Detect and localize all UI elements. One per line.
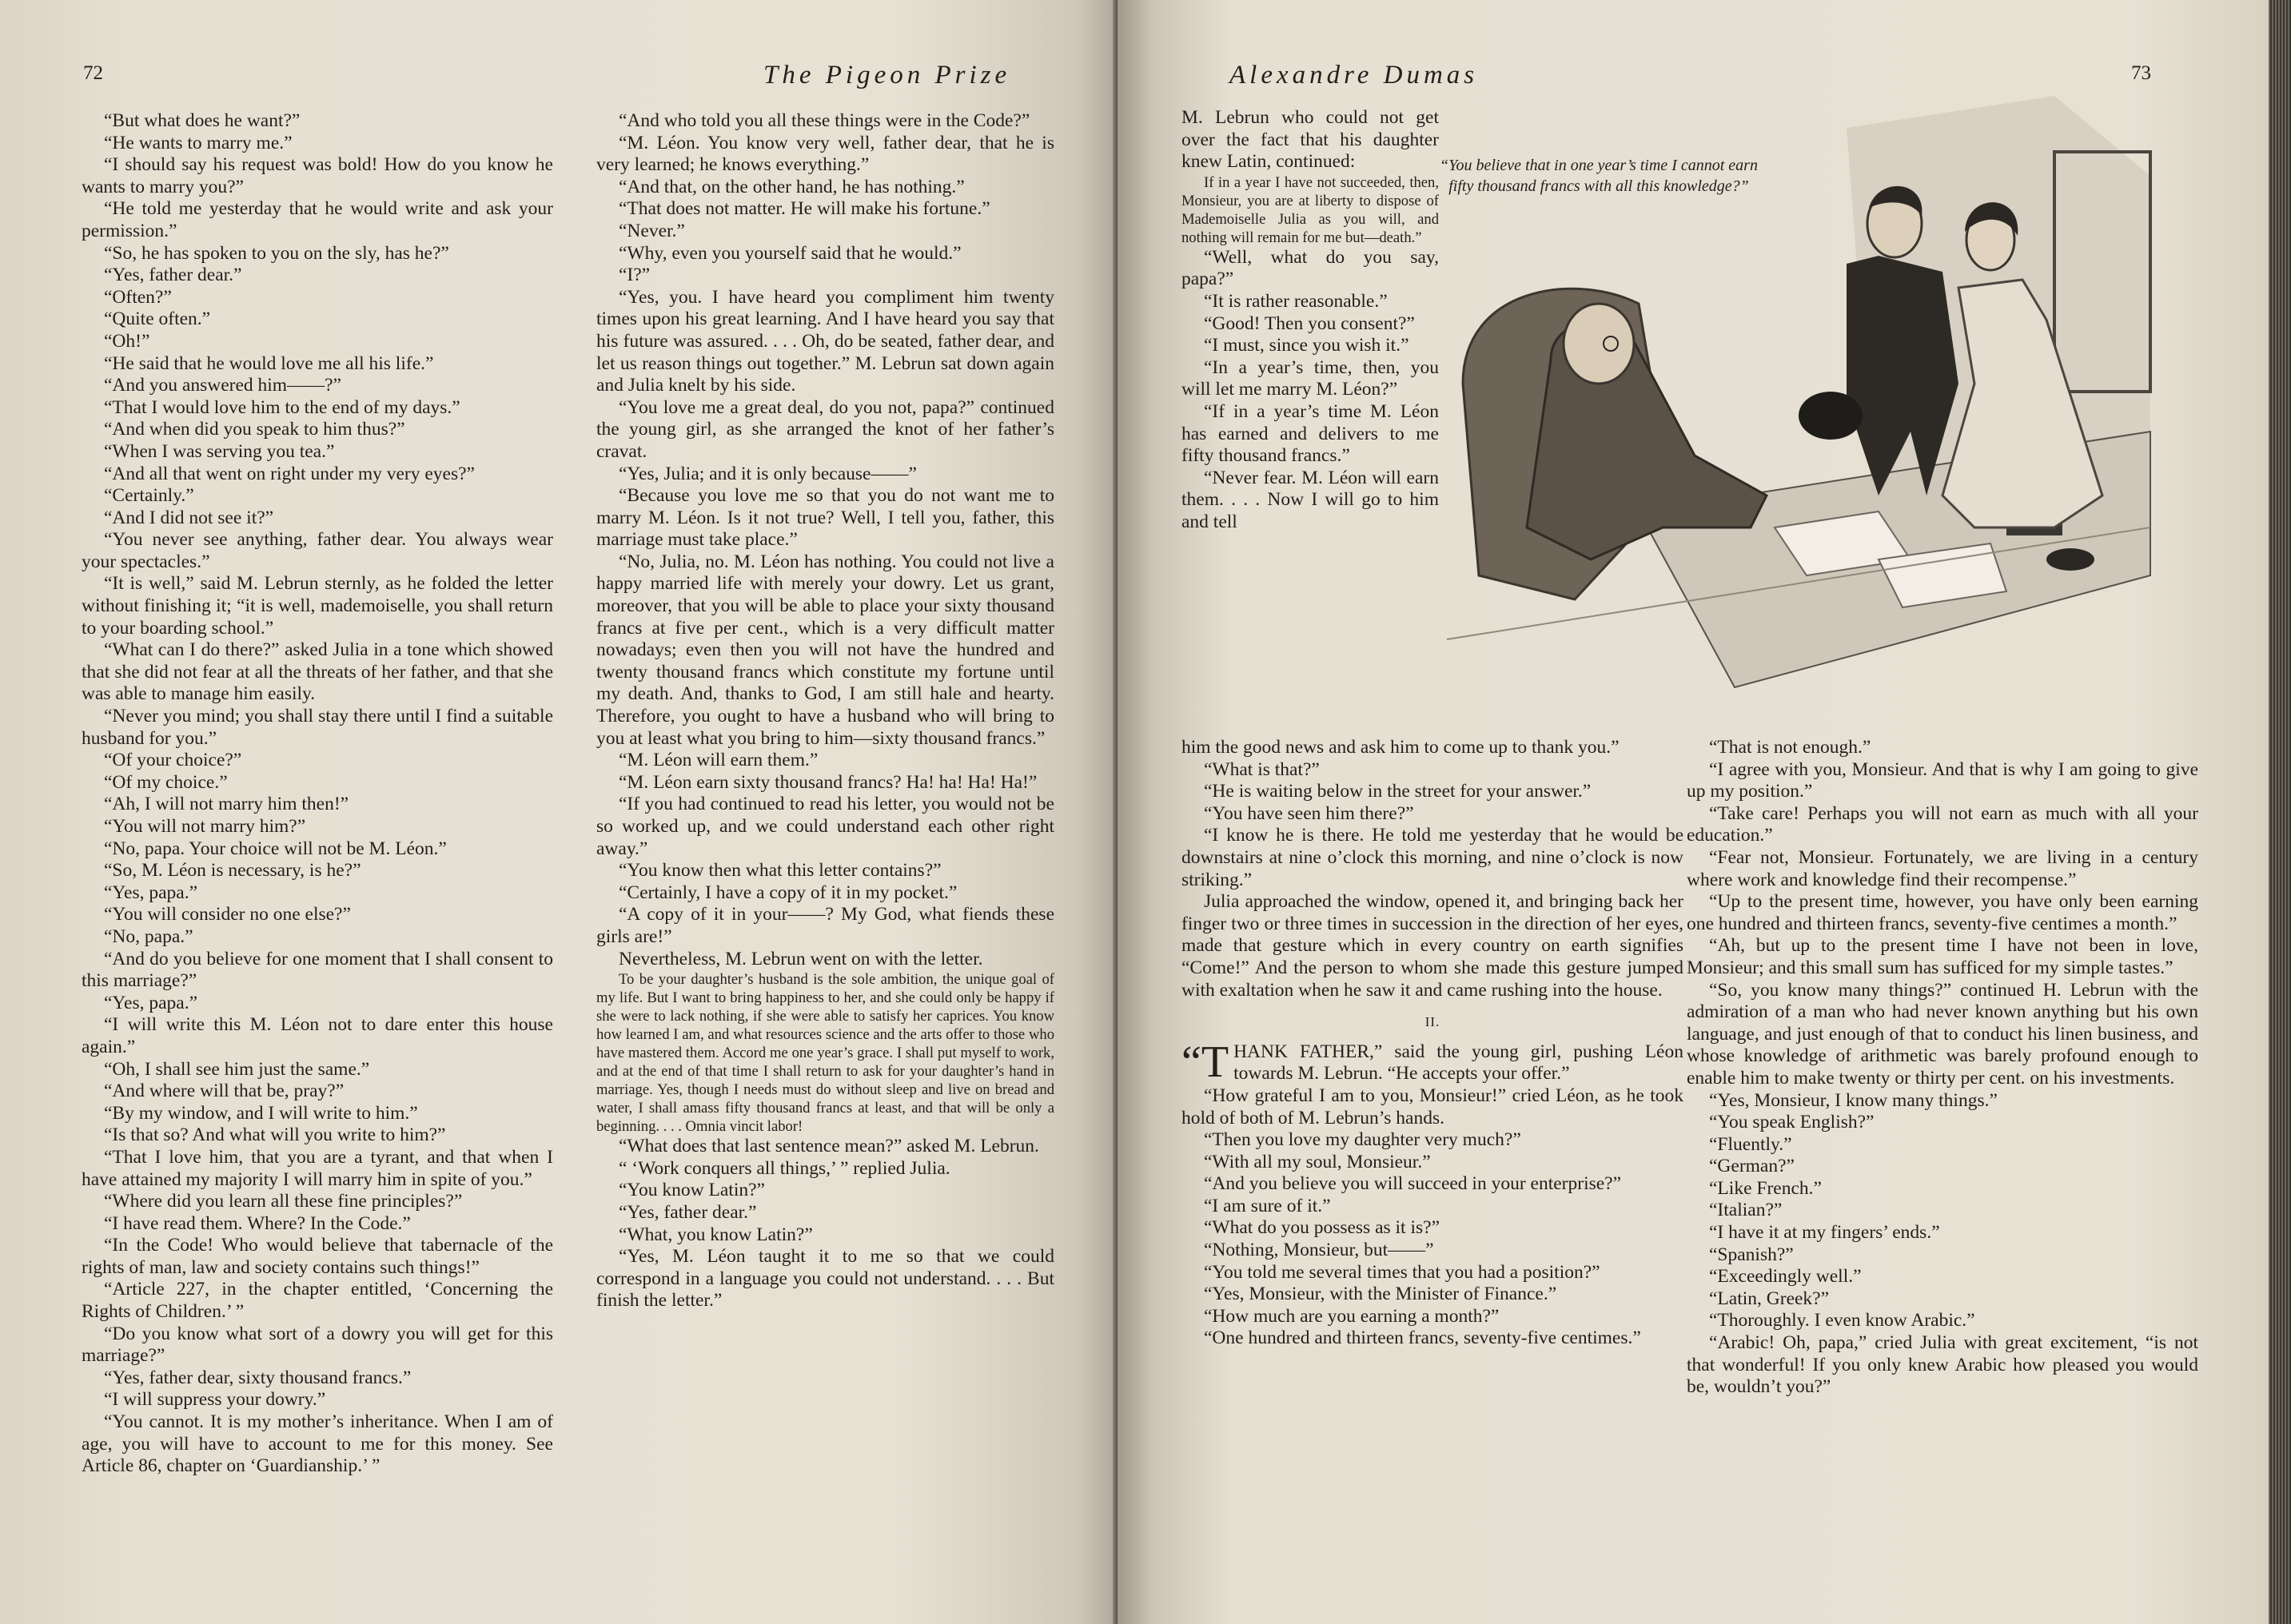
paragraph: “That is not enough.” — [1709, 737, 1871, 758]
paragraph: “Quite often.” — [104, 308, 211, 330]
paragraph: “He told me yesterday that he would write and ask your permission.” — [82, 198, 553, 241]
paragraph: “Fear not, Monsieur. Fortunately, we are living in a century where work and knowledge find their recompense.” — [1687, 846, 2198, 890]
paragraph: “And that, on the other hand, he has nothing.” — [619, 176, 965, 197]
paragraph: “Like French.” — [1709, 1177, 1822, 1199]
paragraph: “And you answered him——?” — [104, 375, 341, 396]
drop-cap: “T — [1181, 1037, 1229, 1087]
paragraph: “I will write this M. Léon not to dare enter this house again.” — [82, 1014, 553, 1057]
paragraph: “You know Latin?” — [619, 1180, 765, 1201]
paragraph: “I am sure of it.” — [1204, 1195, 1331, 1216]
paragraph: “I?” — [619, 265, 651, 286]
right-column-1-rest — [1181, 759, 1683, 1002]
paragraph: “Certainly, I have a copy of it in my pocket.” — [619, 882, 958, 903]
paragraph: “Where did you learn all these fine principles?” — [104, 1191, 463, 1212]
paragraph: “Yes, Monsieur, I know many things.” — [1709, 1089, 1998, 1111]
paragraph: “You told me several times that you had a position?” — [1204, 1261, 1600, 1283]
paragraph: “Never fear. M. Léon will earn them. . . . Now I will go to him and tell — [1181, 467, 1439, 532]
section-opening-text: said the young girl, pushing Léon towards M. Lebrun. “He accepts your offer.” — [1233, 1041, 1683, 1085]
paragraph: “Exceedingly well.” — [1709, 1266, 1862, 1288]
paragraph: “I should say his request was bold! How do you know he wants to marry you?” — [82, 154, 553, 197]
paragraph: “That I love him, that you are a tyrant, and that when I have attained my majority I will marry him in spite of you.” — [82, 1146, 553, 1190]
paragraph: “I have it at my fingers’ ends.” — [1709, 1222, 1940, 1244]
paragraph: “Yes, Monsieur, with the Minister of Finance.” — [1204, 1284, 1557, 1305]
paragraph: “M. Léon earn sixty thousand francs? Ha! ha! Ha! Ha!” — [619, 771, 1038, 793]
paragraph: “You have seen him there?” — [1204, 802, 1414, 824]
letter-excerpt-right: If in a year I have not succeeded, then, Monsieur, you are at liberty to dispose of Mademoiselle Julia as you will, and nothing will remain for me but—death.” — [1181, 173, 1439, 246]
paragraph: “He wants to marry me.” — [104, 132, 293, 153]
paragraph: “What is that?” — [1204, 758, 1320, 780]
paragraph: “You will consider no one else?” — [104, 904, 351, 925]
left-page — [0, 0, 1123, 1624]
paragraph: “Yes, papa.” — [104, 992, 198, 1013]
illustration-caption: “You believe that in one year’s time I cannot earn fifty thousand francs with all this knowledge?” — [1440, 157, 1758, 195]
paragraph: “ ‘Work conquers all things,’ ” replied Julia. — [619, 1157, 950, 1179]
paragraph: “Oh, I shall see him just the same.” — [104, 1058, 370, 1080]
paragraph: “You speak English?” — [1709, 1112, 1875, 1133]
paragraph: “Article 227, in the chapter entitled, ‘Concerning the Rights of Children.’ ” — [82, 1279, 553, 1323]
paragraph: “Thoroughly. I even know Arabic.” — [1709, 1310, 1975, 1331]
paragraph: “You will not marry him?” — [104, 816, 306, 837]
paragraph: “He said that he would love me all his life.” — [104, 352, 434, 374]
paragraph: “Yes, papa.” — [104, 882, 198, 903]
paragraph: “So, you know many things?” continued H. Lebrun with the admiration of a man who had never known anything but his own language, and just enough of that to conduct his linen business, and whose knowledge of arithmetic was barely profound enough to enable him to make twenty or thirty per cent. on his investments. — [1687, 979, 2198, 1089]
paragraph: “He is waiting below in the street for your answer.” — [1204, 781, 1592, 802]
inkwell — [2046, 548, 2094, 571]
paragraph: him the good news and ask him to come up to thank you.” — [1181, 737, 1620, 758]
right-column-2 — [1687, 737, 2198, 1399]
paragraph: “It is well,” said M. Lebrun sternly, as he folded the letter without finishing it; “it is well, mademoiselle, you shall return to your boarding school.” — [82, 573, 553, 639]
paragraph: “One hundred and thirteen francs, seventy-five centimes.” — [1204, 1327, 1641, 1349]
paragraph: “If in a year’s time M. Léon has earned and delivers to me fifty thousand francs.” — [1181, 400, 1439, 467]
paragraph: “I will suppress your dowry.” — [104, 1389, 326, 1411]
page-edges — [2269, 0, 2291, 1624]
paragraph: “With all my soul, Monsieur.” — [1204, 1151, 1431, 1172]
right-column-1-dialogue — [1181, 247, 1439, 534]
paragraph: Nevertheless, M. Lebrun went on with the letter. — [619, 948, 983, 969]
paragraph: “Well, what do you say, papa?” — [1181, 246, 1439, 290]
paragraph: “You never see anything, father dear. You always wear your spectacles.” — [82, 529, 553, 572]
paragraph: “Arabic! Oh, papa,” cried Julia with great excitement, “is not that wonderful! If you only knew Arabic how pleased you would be, wouldn’t you?” — [1687, 1332, 2198, 1398]
paragraph: “Yes, father dear.” — [619, 1201, 757, 1223]
right-column-1-narrow — [1181, 107, 1439, 534]
paragraph: “Latin, Greek?” — [1709, 1288, 1830, 1309]
paragraph: “I agree with you, Monsieur. And that is why I am going to give up my position.” — [1687, 758, 2198, 802]
paragraph: “Spanish?” — [1709, 1244, 1794, 1265]
paragraph: “Yes, father dear.” — [104, 265, 242, 286]
paragraph: “No, Julia, no. M. Léon has nothing. You could not live a happy married life with merely your dowry. Let us grant, moreover, that you will be able to place your sixty thousand francs at five per cent., which is a very difficult matter nowadays; even then you will not have the hundred and twenty thousand francs which constitute my fortune until my death. And, thanks to God, I am still hale and hearty. Therefore, you ought to have a husband who will bring to you at least what you bring to him—sixty thousand francs.” — [596, 551, 1054, 749]
paragraph: “Nothing, Monsieur, but——” — [1204, 1240, 1434, 1261]
page-number-right: 73 — [2131, 62, 2151, 84]
section-opening — [1181, 1037, 1683, 1087]
paragraph: “You love me a great deal, do you not, papa?” continued the young girl, as she arranged the knot of her father’s cravat. — [596, 396, 1054, 462]
paragraph: “What does that last sentence mean?” asked M. Lebrun. — [619, 1136, 1039, 1157]
paragraph: “Then you love my daughter very much?” — [1204, 1129, 1521, 1151]
right-column-1-wide — [1181, 737, 1683, 1350]
paragraph: “You know then what this letter contains?” — [619, 860, 942, 882]
page-number-left: 72 — [83, 62, 103, 84]
paragraph: “Of my choice.” — [104, 771, 228, 793]
paragraph: “What do you possess as it is?” — [1204, 1217, 1440, 1239]
paragraph: “When I was serving you tea.” — [104, 440, 335, 462]
paragraph: “It is rather reasonable.” — [1204, 290, 1388, 312]
left-column-2-dialogue — [596, 110, 1054, 970]
paragraph: “And you believe you will succeed in your enterprise?” — [1204, 1173, 1622, 1195]
left-column-2-continued — [596, 1136, 1054, 1312]
paragraph: “I must, since you wish it.” — [1204, 335, 1409, 356]
paragraph: “No, papa. Your choice will not be M. Léon.” — [104, 838, 447, 859]
paragraph: “Italian?” — [1709, 1200, 1783, 1221]
paragraph: “Is that so? And what will you write to him?” — [104, 1124, 446, 1146]
paragraph: “Yes, father dear, sixty thousand francs.” — [104, 1367, 412, 1388]
paragraph: “And do you believe for one moment that I shall consent to this marriage?” — [82, 948, 553, 992]
paragraph: “Yes, Julia; and it is only because——” — [619, 463, 917, 484]
paragraph: “No, papa.” — [104, 925, 193, 947]
paragraph: “Take care! Perhaps you will not earn as much with all your education.” — [1687, 802, 2198, 846]
paragraph: “How much are you earning a month?” — [1204, 1305, 1500, 1327]
paragraph: “Good! Then you consent?” — [1204, 312, 1415, 334]
illustration — [1431, 80, 2166, 735]
paragraph: “Never you mind; you shall stay there until I find a suitable husband for you.” — [82, 706, 553, 749]
intro-paragraph: M. Lebrun who could not get over the fact that his daughter knew Latin, continued: — [1181, 107, 1439, 173]
paragraph: “A copy of it in your——? My God, what fiends these girls are!” — [596, 904, 1054, 947]
paragraph: “What can I do there?” asked Julia in a tone which showed that she did not fear at all the threats of her father, and that she was able to manage him easily. — [82, 639, 553, 705]
paragraph: “Yes, M. Léon taught it to me so that we could correspond in a language you could not understand. . . . But finish the letter.” — [596, 1246, 1054, 1312]
paragraph: “In a year’s time, then, you will let me marry M. Léon?” — [1181, 356, 1439, 400]
paragraph: “You cannot. It is my mother’s inheritance. When I am of age, you will have to account to me for this money. See Article 86, chapter on ‘Guardianship.’ ” — [82, 1411, 553, 1477]
paragraph: “What, you know Latin?” — [619, 1224, 813, 1245]
paragraph: “M. Léon. You know very well, father dear, that he is very learned; he knows everything.” — [596, 132, 1054, 176]
paragraph: “And all that went on right under my very eyes?” — [104, 463, 475, 484]
paragraph: “If you had continued to read his letter, you would not be so worked up, and we could understand each other right away.” — [596, 794, 1054, 859]
paragraph: “Yes, you. I have heard you compliment him twenty times upon his great learning. And I have heard you say that his future was assured. . . . Oh, do be seated, father dear, and let us reason things out together.” M. Lebrun sat down again and Julia knelt by his side. — [596, 286, 1054, 396]
small-caps-lead: HANK FATHER,” — [1233, 1041, 1383, 1062]
top-hat — [1799, 392, 1863, 440]
right-column-1-after — [1181, 1085, 1683, 1350]
paragraph: “But what does he want?” — [104, 110, 301, 131]
paragraph: “How grateful I am to you, Monsieur!” cried Léon, as he took hold of both of M. Lebrun’s hands. — [1181, 1085, 1683, 1128]
paragraph: “Certainly.” — [104, 485, 194, 507]
paragraph: “Up to the present time, however, you have only been earning one hundred and thirteen francs, seventy-five centimes a month.” — [1687, 891, 2198, 934]
paragraph: “Fluently.” — [1709, 1133, 1792, 1155]
paragraph: “M. Léon will earn them.” — [619, 750, 819, 771]
left-column-2 — [596, 110, 1054, 1312]
letter-excerpt-left: To be your daughter’s husband is the sole ambition, the unique goal of my life. But I want to bring happiness to her, and she could only be happy if she were to lack nothing, if she were able to satisfy her caprices. You know how learned I am, and what resources science and the arts offer to those who have mastered them. Accord me one year’s grace. I shall put myself to work, and at the end of that time I shall return to ask for your daughter’s hand in marriage. Yes, though I needs must do without sleep and live on bread and water, I shall amass fifty thousand francs at least, and that will be only a beginning. . . . Omnia vincit labor! — [596, 971, 1054, 1136]
paragraph: “So, M. Léon is necessary, is he?” — [104, 860, 361, 882]
paragraph: “I have read them. Where? In the Code.” — [104, 1212, 411, 1234]
paragraph: “And I did not see it?” — [104, 507, 274, 528]
paragraph: “Oh!” — [104, 330, 150, 352]
paragraph: “I know he is there. He told me yesterday that he would be downstairs at nine o’clock this morning, and nine o’clock is now striking.” — [1181, 825, 1683, 890]
paragraph: “That I would love him to the end of my days.” — [104, 396, 460, 418]
paragraph: “Why, even you yourself said that he would.” — [619, 242, 962, 264]
father-head — [1564, 304, 1634, 384]
paragraph: “And where will that be, pray?” — [104, 1081, 345, 1102]
paragraph: “Never.” — [619, 220, 685, 241]
paragraph: “Often?” — [104, 286, 172, 308]
left-column-1 — [82, 110, 553, 1478]
paragraph: “And who told you all these things were in the Code?” — [619, 110, 1030, 131]
paragraph: “And when did you speak to him thus?” — [104, 419, 405, 440]
paragraph: “That does not matter. He will make his fortune.” — [619, 198, 990, 220]
running-head-left: The Pigeon Prize — [763, 61, 1011, 90]
paragraph: Julia approached the window, opened it, and bringing back her finger two or three times in succession in the direction of her eyes, made that gesture which in every country on earth signifies “Come!” And the person to whom she made this gesture jumped with exaltation when he saw it and came rushing into the house. — [1181, 891, 1683, 1001]
paragraph: “German?” — [1709, 1156, 1795, 1177]
paragraph: “So, he has spoken to you on the sly, has he?” — [104, 242, 449, 264]
paragraph: “Of your choice?” — [104, 750, 242, 771]
section-number: II. — [1424, 1014, 1440, 1030]
paragraph: “Do you know what sort of a dowry you will get for this marriage?” — [82, 1323, 553, 1367]
paragraph: “In the Code! Who would believe that tabernacle of the rights of man, law and society contains such things!” — [82, 1235, 553, 1278]
paragraph: “Ah, I will not marry him then!” — [104, 794, 349, 815]
running-head-right: Alexandre Dumas — [1229, 61, 1479, 90]
paragraph: “By my window, and I will write to him.” — [104, 1102, 418, 1124]
paragraph: “Because you love me so that you do not want me to marry M. Léon. Is it not true? Well, I tell you, father, this marriage must take place.” — [596, 485, 1054, 551]
paragraph: “Ah, but up to the present time I have not been in love, Monsieur; and this small sum has sufficed for my simple tastes.” — [1687, 935, 2198, 978]
